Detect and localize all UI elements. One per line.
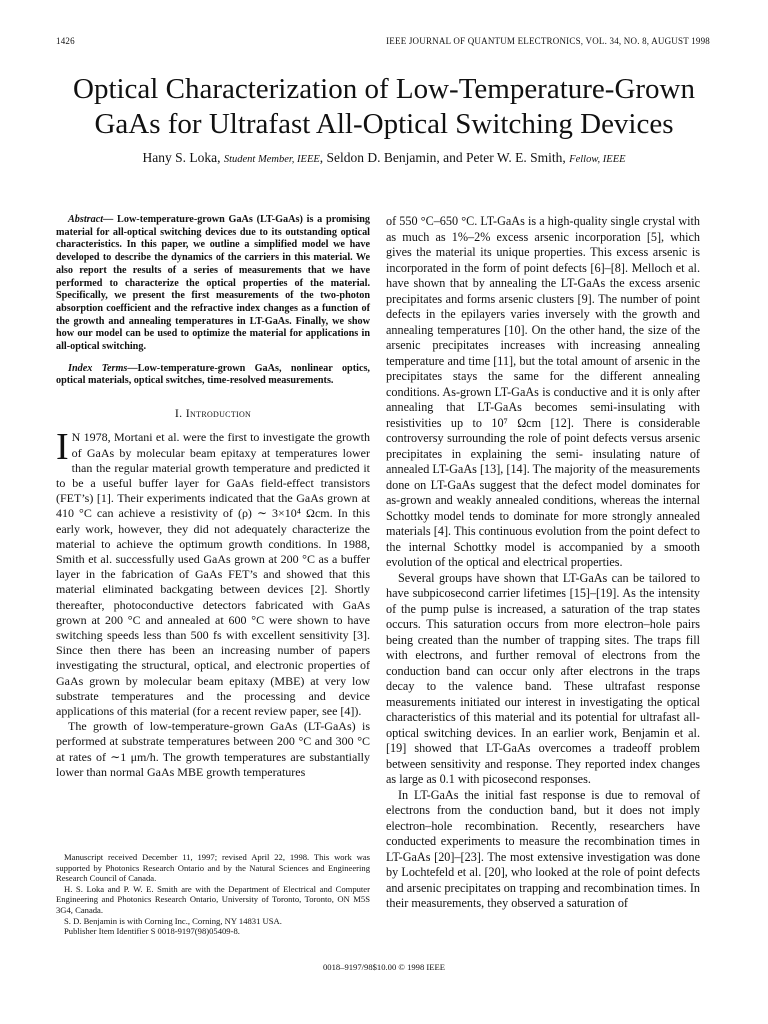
introduction-body	[56, 426, 370, 780]
abstract	[56, 214, 370, 354]
abstract-text: Low-temperature-grown GaAs (LT-GaAs) is a promising material for all-optical switching devices due to its outstanding optical characteristics. In this paper, we outline a simplified model we have developed to describe the dynamics of the carriers in this material. We also report the results of a series of measurements that we have performed to characterize the optical properties of the material. Specifically, we present the first measurements of the two-photon absorption coefficient and the refractive index changes as a function of the growth and annealing temperatures in LT-GaAs. Finally, we show how our model can be used to optimize the material for applications in all-optical switching.	[56, 214, 370, 353]
intro-paragraph-2: The growth of low-temperature-grown GaAs (LT-GaAs) is performed at substrate temperatures between 200 °C and 300 °C at rates of ∼1 μm/h. The growth temperatures are substantially lower than normal GaAs MBE growth temperatures	[56, 719, 370, 779]
left-column	[56, 214, 370, 780]
footnotes	[56, 852, 370, 937]
copyright-footer: 0018–9197/98$10.00 © 1998 IEEE	[322, 962, 446, 972]
right-paragraph-3: In LT-GaAs the initial fast response is due to removal of electrons from the conduction band, but it does not imply electron–hole recombination. Recently, researchers have conducted experiments to measure the recombination times in LT-GaAs [20]–[23]. The most extensive investigation was done by Lochtefeld et al. [20], who looked at the role of point defects and arsenic precipitates on trapping and recombination times. In their measurements, they observed a saturation of	[386, 787, 700, 910]
title-line-1: Optical Characterization of Low-Temperature-Grown	[73, 73, 695, 105]
right-column	[386, 214, 700, 912]
intro-paragraph-1	[56, 426, 370, 719]
intro-paragraph-1-text: N 1978, Mortani et al. were the first to investigate the growth of GaAs by molecular beam epitaxy at temperatures lower than the regular material growth temperature and predicted it to be a useful buffer layer for GaAs field-effect transistors (FET’s) [1]. Their experiments indicated that the GaAs grown at 410 °C can achieve a resistivity of (ρ) ∼ 3×10⁴ Ωcm. In this early work, however, they did not adequately characterize the material to achieve the optimum growth conditions. In 1988, Smith et al. successfully used GaAs grown at 200 °C as a buffer layer in the fabrication of GaAs FET’s and showed that this material eliminated backgating between devices [2]. Shortly thereafter, photoconductive detectors fabricated with GaAs grown at 200 °C and annealed at 600 °C were shown to have switching speeds less than 500 fs with excellent sensitivity [3]. Since then there has been an increasing number of papers investigating the structural, optical, and electronic properties of GaAs grown by molecular beam epitaxy (MBE) at very low substrate temperatures and the processing and device applications of this material (for a recent review paper, see [4]).	[56, 430, 370, 718]
index-terms-label: Index Terms	[68, 362, 128, 374]
footnote-affiliation-1: H. S. Loka and P. W. E. Smith are with the Department of Electrical and Computer Engineering and Photonics Research Ontario, University of Toronto, Toronto, ON M5S 3G4, Canada.	[56, 883, 370, 915]
page-number: 1426	[56, 36, 75, 46]
index-terms	[56, 363, 370, 388]
footnote-manuscript: Manuscript received December 11, 1997; revised April 22, 1998. This work was supported by Photonics Research Ontario and by the Natural Sciences and Engineering Research Council of Canada.	[56, 852, 370, 884]
title-line-2: GaAs for Ultrafast All-Optical Switching Devices	[94, 108, 674, 140]
author-2-3: , Seldon D. Benjamin, and Peter W. E. Smith,	[319, 150, 570, 165]
journal-name: IEEE JOURNAL OF QUANTUM ELECTRONICS, VOL. 34, NO. 8, AUGUST 1998	[386, 36, 710, 46]
right-paragraph-1: of 550 °C–650 °C. LT-GaAs is a high-quality single crystal with as much as 1%–2% excess arsenic incorporation [5], which gives the material its unique properties. This excess arsenic is incorporated in the form of point defects [6]–[8]. Melloch et al. have shown that by annealing the LT-GaAs the excess arsenic precipitates and forms arsenic clusters [9]. The number of point defects in the epilayers varies inversely with the growth and annealing temperatures [10]. On the other hand, the size of the arsenic precipitates increases with increasing annealing temperature and time [11], but the total amount of arsenic in the precipitates stays the same for the different annealing conditions. As-grown LT-GaAs is conductive and it is only after annealing that LT-GaAs becomes semi-insulating with resistivities up to 10⁷ Ωcm [12]. There is considerable controversy surrounding the role of point defects versus arsenic precipitates in explaining the semi- insulating nature of annealed LT-GaAs [13], [14]. The majority of the measurements done on LT-GaAs suggest that the defect model dominates for as-grown and weakly annealed conditions, whereas the internal Schottky model tends to dominate for more strongly annealed materials [4]. This continuous evolution from the point defect to the internal Schottky model is accompanied by a smooth evolution of the optical and electrical properties.	[386, 214, 700, 569]
author-1-membership: Student Member, IEEE	[223, 154, 320, 165]
running-head	[56, 36, 710, 46]
drop-cap: I	[56, 426, 69, 469]
author-list	[40, 150, 728, 166]
section-heading-introduction: I. Introduction	[174, 406, 252, 421]
footnote-affiliation-2: S. D. Benjamin is with Corning Inc., Corning, NY 14831 USA.	[64, 915, 282, 926]
abstract-label: Abstract—	[68, 214, 114, 225]
author-1: Hany S. Loka,	[142, 150, 224, 165]
index-terms-text: —Low-temperature-grown GaAs, nonlinear optics, optical materials, optical switches, time-resolved measurements.	[56, 362, 370, 387]
author-3-membership: Fellow, IEEE	[569, 154, 626, 165]
footnote-identifier: Publisher Item Identifier S 0018-9197(98)05409-8.	[64, 926, 240, 937]
paper-title	[40, 72, 728, 142]
right-paragraph-2: Several groups have shown that LT-GaAs can be tailored to have subpicosecond carrier lifetimes [15]–[19]. As the intensity of the pump pulse is increased, a saturation of the trap states occurs. This saturation occurs from more electron–hole pairs being created than the number of trapping sites. The traps fill with electrons, and further removal of electrons from the conduction band can occur only after electrons in the traps decay to the valence band. These ultrafast response measurements initiated our interest in investigating the optical characteristics of this material and its potential for ultrafast all-optical switching devices. In an earlier work, Benjamin et al. [19] showed that LT-GaAs overcomes a tradeoff problem between sensitivity and response. They reported index changes as large as 0.1 with picosecond responses.	[386, 570, 700, 786]
